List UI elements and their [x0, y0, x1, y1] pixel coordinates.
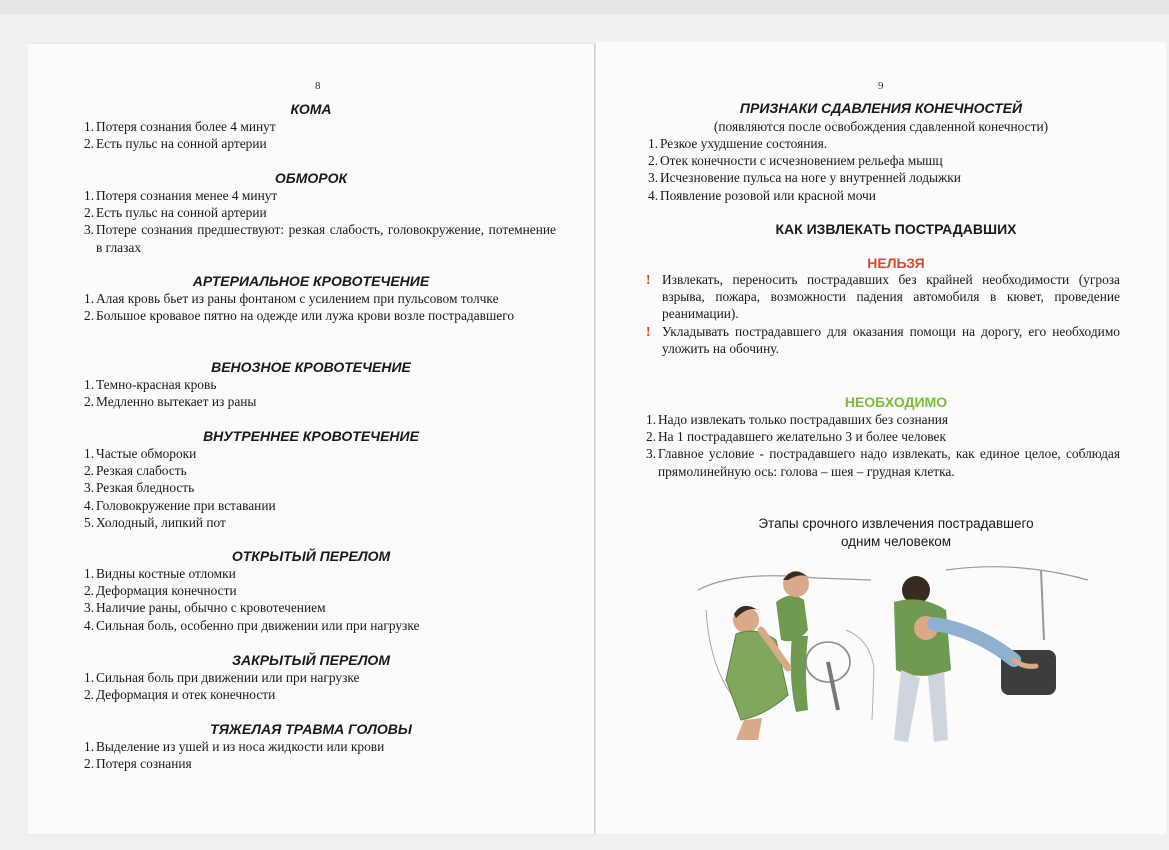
- rescuer-torso: [776, 595, 808, 641]
- list-item: 1. Потеря сознания менее 4 минут: [84, 188, 278, 203]
- section-title-open-fracture: ОТКРЫТЫЙ ПЕРЕЛОМ: [231, 548, 391, 564]
- list-item: 3. Наличие раны, обычно с кровотечением: [84, 600, 326, 616]
- list-venous: [84, 376, 556, 410]
- list-item: 5. Холодный, липкий пот: [84, 514, 226, 530]
- list-required: [646, 411, 1120, 480]
- page-number: 9: [878, 80, 884, 92]
- list-item: 2. Отек конечности с исчезновением рельефа мышц: [648, 153, 943, 169]
- list-item: 2. Есть пульс на сонной артерии: [84, 205, 267, 221]
- list-item: 1. Потеря сознания более 4 минут: [84, 119, 276, 134]
- section-title-arterial: АРТЕРИАЛЬНОЕ КРОВОТЕЧЕНИЕ: [192, 273, 430, 289]
- scan-top-edge: [0, 0, 1169, 14]
- list-faint: [84, 187, 556, 256]
- section-title-faint: ОБМОРОК: [274, 170, 348, 186]
- list-item: 3. Главное условие - пострадавшего надо извлекать, как единое целое, соблюдая прямолинейную ось: голова – шея – грудная клетка.: [646, 446, 1120, 479]
- list-item: 4. Появление розовой или красной мочи: [648, 187, 876, 203]
- list-item: 1. Темно-красная кровь: [84, 377, 217, 392]
- list-head-trauma: [84, 738, 556, 772]
- victim-torso: [726, 631, 788, 720]
- extraction-illustration: [696, 550, 1096, 752]
- list-item: 1. Сильная боль при движении или при нагрузке: [84, 670, 360, 685]
- section-title-venous: ВЕНОЗНОЕ КРОВОТЕЧЕНИЕ: [211, 359, 411, 375]
- list-forbidden: [646, 271, 1120, 357]
- left-page: [28, 44, 595, 834]
- victim-hand: [736, 718, 762, 740]
- section-title-closed-fracture: ЗАКРЫТЫЙ ПЕРЕЛОМ: [232, 652, 390, 668]
- car-pillar: [1041, 570, 1044, 640]
- list-open-fracture: [84, 565, 556, 634]
- section-title-head-trauma: ТЯЖЕЛАЯ ТРАВМА ГОЛОВЫ: [210, 721, 412, 737]
- list-item: 2. Большое кровавое пятно на одежде или лужа крови возле пострадавшего: [84, 308, 515, 324]
- forbidden-title: НЕЛЬЗЯ: [867, 255, 925, 271]
- list-item: 4. Головокружение при вставании: [84, 497, 276, 513]
- list-item: 1. Частые обмороки: [84, 446, 197, 461]
- right-page: [596, 42, 1166, 834]
- list-item: 2. Деформация конечности: [84, 583, 237, 599]
- list-item: 3. Исчезновение пульса на ноге у внутренней лодыжки: [648, 170, 961, 186]
- section-title-coma: КОМА: [290, 101, 332, 117]
- rescuer-arm: [791, 636, 808, 712]
- compression-title: ПРИЗНАКИ СДАВЛЕНИЯ КОНЕЧНОСТЕЙ: [739, 100, 1023, 116]
- seat-line: [846, 630, 874, 720]
- list-item: 2. Резкая слабость: [84, 463, 187, 479]
- compression-subtitle: (появляются после освобождения сдавленной конечности): [713, 119, 1049, 134]
- list-item: 2. Потеря сознания: [84, 756, 192, 772]
- list-coma: [84, 118, 556, 152]
- page-number: 8: [315, 80, 321, 92]
- steering-column: [828, 662, 838, 710]
- section-title-internal: ВНУТРЕННЕЕ КРОВОТЕЧЕНИЕ: [203, 428, 419, 444]
- list-item: 1. Выделение из ушей и из носа жидкости или крови: [84, 739, 385, 754]
- car-roof-line-2: [946, 567, 1088, 580]
- required-title: НЕОБХОДИМО: [844, 394, 948, 410]
- list-arterial: [84, 290, 556, 324]
- rescuer-leg: [894, 670, 920, 742]
- extraction-title: КАК ИЗВЛЕКАТЬ ПОСТРАДАВШИХ: [775, 221, 1017, 237]
- list-item: 1. Видны костные отломки: [84, 566, 236, 581]
- list-item: 1. Алая кровь бьет из раны фонтаном с усилением при пульсовом толчке: [84, 291, 499, 306]
- list-item: ! Извлекать, переносить пострадавших без крайней необходимости (угроза взрыва, пожара, возможности падения автомобиля в кювет, проведение реанимации).: [646, 272, 1120, 322]
- list-item: 2. На 1 пострадавшего желательно 3 и более человек: [646, 429, 946, 445]
- list-compression: [648, 135, 1120, 204]
- list-item: 1. Надо извлекать только пострадавших без сознания: [646, 412, 949, 427]
- illustration-caption: Этапы срочного извлечения пострадавшего одним человеком: [758, 516, 1034, 549]
- rescuer-leg-2: [928, 672, 948, 742]
- list-item: 2. Медленно вытекает из раны: [84, 394, 257, 410]
- list-closed-fracture: [84, 669, 556, 703]
- list-item: 4. Сильная боль, особенно при движении или при нагрузке: [84, 617, 420, 633]
- list-item: ! Укладывать пострадавшего для оказания помощи на дорогу, его необходимо уложить на обочину.: [646, 323, 1120, 356]
- list-internal: [84, 445, 556, 531]
- list-item: 3. Потере сознания предшествуют: резкая слабость, головокружение, потемнение в глазах: [84, 222, 556, 255]
- list-item: 3. Резкая бледность: [84, 480, 195, 496]
- list-item: 2. Деформация и отек конечности: [84, 687, 276, 703]
- list-item: 1. Резкое ухудшение состояния.: [648, 136, 828, 151]
- list-item: 2. Есть пульс на сонной артерии: [84, 136, 267, 152]
